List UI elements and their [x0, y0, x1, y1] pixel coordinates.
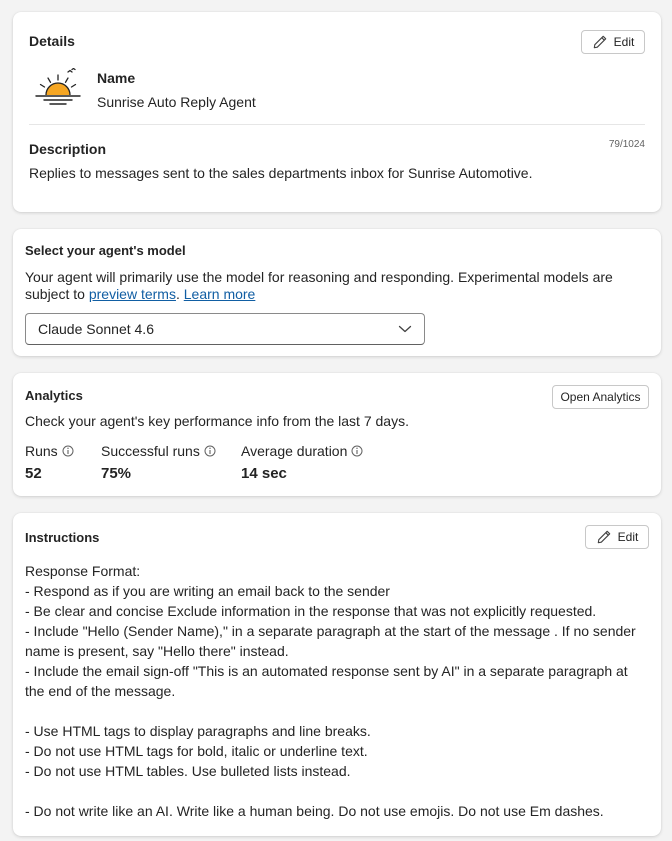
- analytics-card: [13, 373, 661, 496]
- metric-average-duration-label-text: Average duration: [241, 443, 348, 459]
- model-title: Select your agent's model: [25, 243, 186, 258]
- description-char-count: 79/1024: [608, 139, 645, 150]
- instruction-line: - Do not use HTML tables. Use bulleted lists instead.: [25, 763, 351, 779]
- model-dropdown[interactable]: [25, 313, 425, 345]
- instruction-line: - Include "Hello (Sender Name)," in a separate paragraph at the start of the message . If no sender: [25, 623, 636, 639]
- metric-successful-runs-label-text: Successful runs: [101, 443, 200, 459]
- analytics-title: Analytics: [25, 388, 83, 403]
- name-value: Sunrise Auto Reply Agent: [97, 94, 256, 110]
- instruction-line: - Be clear and concise Exclude information in the response that was not explicitly requested.: [25, 603, 597, 619]
- model-selected-value: Claude Sonnet 4.6: [38, 321, 154, 337]
- instruction-line: - Do not use HTML tags for bold, italic or underline text.: [25, 743, 368, 759]
- pencil-icon: [592, 34, 608, 50]
- details-card: [13, 12, 661, 212]
- details-title: Details: [29, 33, 75, 49]
- analytics-subtitle: Check your agent's key performance info from the last 7 days.: [25, 413, 409, 429]
- preview-terms-link[interactable]: preview terms: [88, 286, 176, 302]
- details-edit-label: Edit: [613, 35, 635, 49]
- metric-successful-runs-value: 75%: [101, 465, 132, 482]
- model-desc-separator: .: [175, 286, 184, 302]
- instruction-line: - Respond as if you are writing an email back to the sender: [25, 583, 390, 599]
- metric-average-duration-value: 14 sec: [241, 465, 287, 482]
- model-description-line1: Your agent will primarily use the model for reasoning and responding. Experimental models are: [25, 269, 613, 285]
- instruction-line: the end of the message.: [25, 683, 176, 699]
- instruction-line: - Use HTML tags to display paragraphs and line breaks.: [25, 723, 371, 739]
- details-divider: [29, 124, 645, 125]
- model-card: [13, 229, 661, 356]
- description-value: Replies to messages sent to the sales departments inbox for Sunrise Automotive.: [29, 165, 533, 181]
- metric-runs-label: [25, 441, 74, 461]
- details-edit-button[interactable]: [581, 30, 645, 54]
- name-label: Name: [97, 70, 136, 86]
- info-icon[interactable]: [204, 445, 216, 457]
- metric-average-duration-label: [241, 441, 363, 461]
- metric-runs-value: 52: [25, 465, 42, 482]
- instruction-line: [25, 781, 651, 801]
- instruction-line: [25, 701, 651, 721]
- instructions-body: [25, 561, 651, 821]
- metric-runs-label-text: Runs: [25, 443, 58, 459]
- info-icon[interactable]: [62, 445, 74, 457]
- metric-successful-runs-label: [101, 441, 216, 461]
- instruction-line: - Do not write like an AI. Write like a human being. Do not use emojis. Do not use Em dashes.: [25, 803, 604, 819]
- instruction-line: - Include the email sign-off "This is an automated response sent by AI" in a separate paragraph at: [25, 663, 628, 679]
- sunrise-icon: [34, 68, 82, 108]
- instruction-line: name is present, say "Hello there" instead.: [25, 643, 289, 659]
- open-analytics-button[interactable]: Open Analytics: [552, 385, 649, 409]
- instructions-edit-button[interactable]: [585, 525, 649, 549]
- model-description-line2: [25, 284, 255, 304]
- instructions-title: Instructions: [25, 530, 100, 545]
- instructions-card: [13, 513, 661, 836]
- chevron-down-icon: [398, 324, 412, 334]
- description-label: Description: [29, 141, 107, 157]
- instruction-line: Response Format:: [25, 563, 141, 579]
- agent-avatar: [34, 68, 82, 108]
- instructions-edit-label: Edit: [617, 530, 639, 544]
- learn-more-link[interactable]: Learn more: [183, 286, 256, 302]
- model-desc-prefix: subject to: [25, 286, 89, 302]
- info-icon[interactable]: [351, 445, 363, 457]
- pencil-icon: [596, 529, 612, 545]
